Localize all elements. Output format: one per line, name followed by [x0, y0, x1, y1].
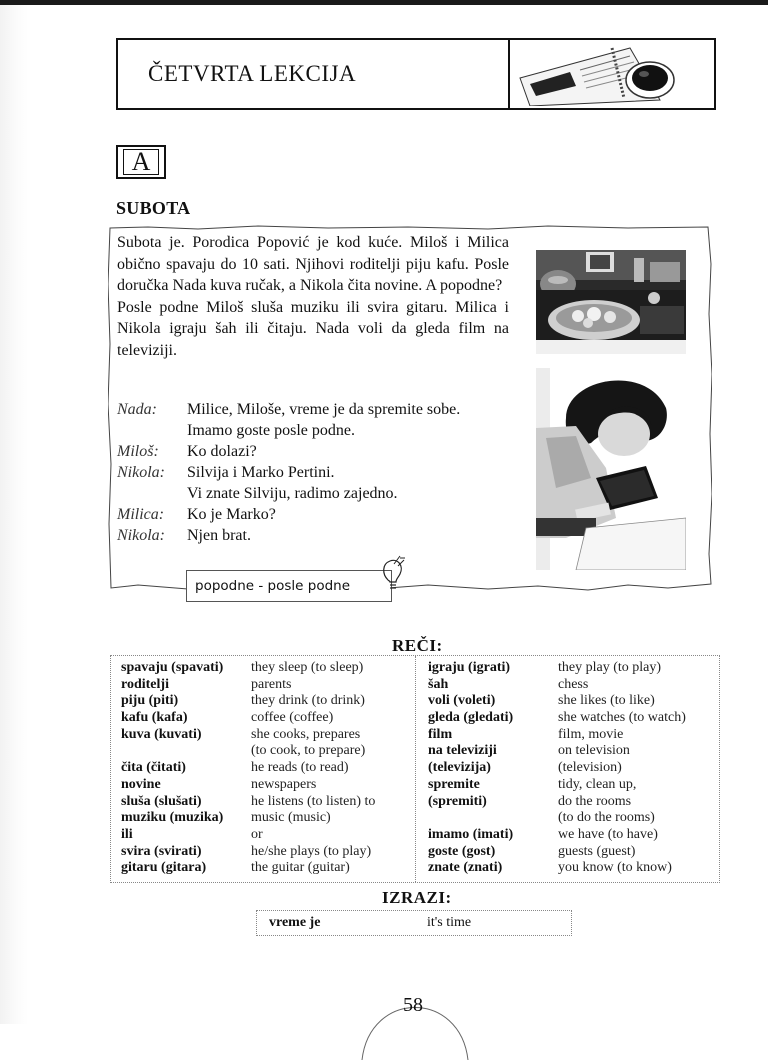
- dialogue-line: [117, 504, 517, 525]
- vocab-term: spremite: [428, 776, 480, 792]
- vocab-term: sluša (slušati): [121, 793, 202, 809]
- vocab-term: piju (piti): [121, 693, 179, 709]
- vocab-term: novine: [121, 776, 161, 792]
- vocab-definition: guests (guest): [558, 843, 636, 859]
- vocab-term: svira (svirati): [121, 843, 202, 859]
- vocab-definition: you know (to know): [558, 860, 672, 876]
- page-top-edge: [0, 0, 768, 5]
- note-text: popodne - posle podne: [195, 578, 351, 594]
- expression-definition: it's time: [427, 915, 472, 930]
- page-number-arc: [360, 980, 470, 1060]
- vocab-term: [121, 743, 251, 760]
- vocab-term: gleda (gledati): [428, 710, 514, 726]
- vocab-term: muziku (muzika): [121, 810, 224, 826]
- page-number: 58: [403, 994, 423, 1016]
- girl-reading-photo: [536, 368, 686, 570]
- vocab-definition: or: [251, 826, 263, 842]
- utterance: Silvija i Marko Pertini.: [187, 464, 335, 481]
- speaker: Nikola:: [117, 464, 165, 481]
- speaker: [117, 483, 187, 504]
- section-marker: [116, 145, 166, 179]
- expression-term: vreme je: [269, 915, 321, 930]
- vocabulary-terms: [428, 660, 558, 882]
- dialogue-line: [117, 420, 517, 441]
- dialogue-line: [117, 483, 517, 504]
- vocab-definition: he/she plays (to play): [251, 843, 372, 859]
- expressions-title: IZRAZI:: [382, 888, 452, 907]
- vocab-term: [428, 810, 558, 827]
- utterance: Milice, Miloše, vreme je da spremite sobe.: [187, 401, 461, 418]
- dialogue-line: [117, 399, 517, 420]
- speaker: Milica:: [117, 506, 165, 523]
- vocab-term: čita (čitati): [121, 760, 186, 776]
- vocab-definition: do the rooms: [558, 793, 632, 809]
- vocab-definition: she watches (to watch): [558, 710, 686, 726]
- vocab-term: znate (znati): [428, 860, 503, 876]
- note-box: [186, 570, 392, 602]
- vocab-definition: film, movie: [558, 726, 624, 742]
- vocab-definition: (television): [558, 760, 622, 776]
- vocab-definition: they drink (to drink): [251, 693, 365, 709]
- vocab-definition: newspapers: [251, 776, 317, 792]
- vocab-definition: she likes (to like): [558, 693, 655, 709]
- vocab-definition: parents: [251, 676, 292, 692]
- lesson-header: [116, 38, 716, 110]
- vocab-term: voli (voleti): [428, 693, 496, 709]
- speaker: Nikola:: [117, 527, 165, 544]
- reading-paragraph: Posle podne Miloš sluša muziku ili svira gitaru. Milica i Nikola igraju šah ili čitaju. Nada voli da gleda film na televiziji.: [117, 298, 509, 359]
- dialogue: [117, 399, 517, 546]
- vocab-definition: coffee (coffee): [251, 710, 334, 726]
- lesson-title: ČETVRTA LEKCIJA: [148, 61, 357, 86]
- vocab-term: šah: [428, 676, 449, 692]
- utterance: Imamo goste posle podne.: [187, 422, 355, 439]
- speaker: Nada:: [117, 401, 157, 418]
- section-letter: A: [123, 149, 160, 175]
- newspaper-coffee-image: [510, 40, 714, 108]
- speaker: [117, 420, 187, 441]
- vocab-term: na televiziji: [428, 743, 497, 759]
- vocab-term: goste (gost): [428, 843, 496, 859]
- vocabulary-title: REČI:: [392, 636, 443, 655]
- vocabulary-left-column: [111, 656, 416, 882]
- vocabulary-terms: [121, 660, 251, 882]
- vocab-definition: music (music): [251, 810, 331, 826]
- vocabulary-definitions: [251, 660, 415, 882]
- vocab-term: roditelji: [121, 676, 169, 692]
- vocab-term: gitaru (gitara): [121, 860, 207, 876]
- expressions-table: [256, 910, 572, 936]
- vocab-definition: (to cook, to prepare): [251, 743, 366, 759]
- vocab-definition: on television: [558, 743, 630, 759]
- reading-text: [117, 232, 509, 362]
- cooking-photo: [536, 250, 686, 354]
- vocab-definition: they play (to play): [558, 660, 662, 675]
- utterance: Ko dolazi?: [187, 443, 257, 460]
- vocab-term: spavaju (spavati): [121, 660, 224, 675]
- vocab-term: film: [428, 726, 453, 742]
- vocab-definition: he reads (to read): [251, 760, 349, 776]
- vocab-term: (spremiti): [428, 793, 487, 809]
- vocab-term: kuva (kuvati): [121, 726, 202, 742]
- vocab-term: kafu (kafa): [121, 710, 188, 726]
- vocab-term: imamo (imati): [428, 826, 514, 842]
- lightbulb-icon: [378, 554, 406, 594]
- vocab-definition: he listens (to listen) to: [251, 793, 376, 809]
- vocab-definition: she cooks, prepares: [251, 726, 361, 742]
- vocab-term: igraju (igrati): [428, 660, 511, 675]
- dialogue-line: [117, 462, 517, 483]
- vocab-term: (televizija): [428, 760, 491, 776]
- dialogue-line: [117, 525, 517, 546]
- vocab-definition: chess: [558, 676, 589, 692]
- reading-paragraph: Subota je. Porodica Popović je kod kuće. Miloš i Milica obično spavaju do 10 sati. Njihovi roditelji piju kafu. Posle doručka Nada kuva ručak, a Nikola čita novine. A popodne?: [117, 234, 509, 295]
- speaker: Miloš:: [117, 443, 159, 460]
- vocabulary-definitions: [558, 660, 719, 882]
- page-shadow: [0, 0, 28, 1024]
- lesson-title-box: [118, 40, 510, 108]
- vocab-definition: tidy, clean up,: [558, 776, 637, 792]
- reading-box: [108, 224, 712, 592]
- vocab-definition: (to do the rooms): [558, 810, 655, 826]
- vocab-definition: the guitar (guitar): [251, 860, 350, 876]
- vocabulary-table: [110, 655, 720, 883]
- section-heading: SUBOTA: [116, 198, 191, 218]
- vocab-term: ili: [121, 826, 133, 842]
- utterance: Njen brat.: [187, 527, 251, 544]
- utterance: Vi znate Silviju, radimo zajedno.: [187, 485, 398, 502]
- vocab-definition: we have (to have): [558, 826, 658, 842]
- dialogue-line: [117, 441, 517, 462]
- vocab-definition: they sleep (to sleep): [251, 660, 364, 675]
- utterance: Ko je Marko?: [187, 506, 276, 523]
- vocabulary-right-column: [416, 656, 719, 882]
